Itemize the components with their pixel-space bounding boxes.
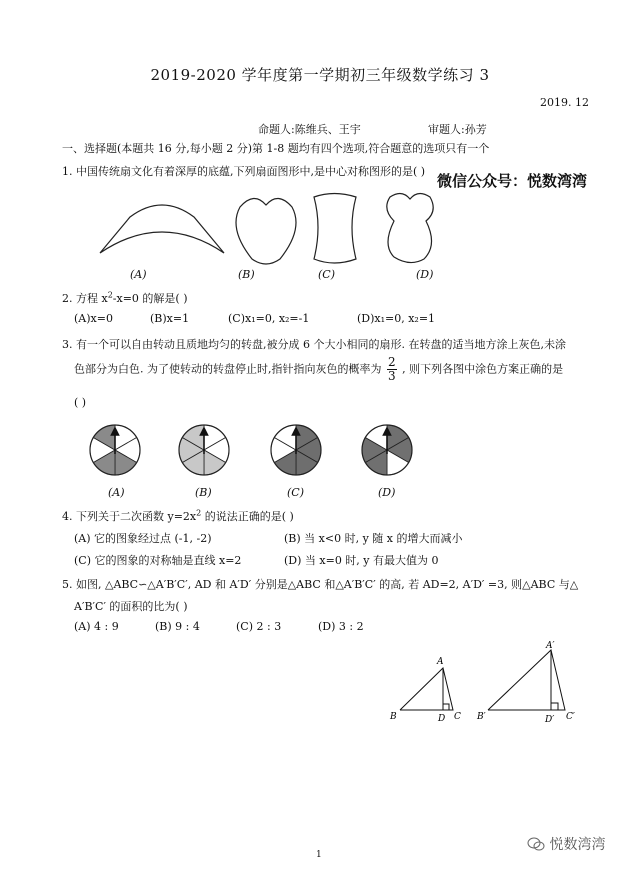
authors: 命题人:陈维兵、王宇 xyxy=(258,123,361,136)
label-a: A xyxy=(437,657,444,667)
q5-triangles-figure xyxy=(385,640,595,730)
q3-line1: 3. 有一个可以自由转动且质地均匀的转盘,被分成 6 个大小相同的扇形. 在转盘的适当地方涂上灰色,未涂 xyxy=(62,338,566,351)
fan-a-shape xyxy=(100,205,224,253)
q5-option-b: (B) 9 : 4 xyxy=(155,620,200,633)
q2-option-c: (C)x₁=0, x₂=-1 xyxy=(228,312,310,325)
label-d-prime: D′ xyxy=(545,715,555,725)
q3-spinners-figure xyxy=(85,418,425,484)
wechat-banner: 微信公众号：悦数湾湾 xyxy=(437,172,588,190)
q3-label-a: (A) xyxy=(108,486,125,499)
q3-label-b: (B) xyxy=(195,486,212,499)
q2-option-b: (B)x=1 xyxy=(150,312,190,325)
watermark-text: 悦数湾湾 xyxy=(549,837,606,853)
spinner-a xyxy=(90,425,140,475)
spinner-c xyxy=(271,425,321,475)
q5-option-a: (A) 4 : 9 xyxy=(74,620,119,633)
q3-line2 xyxy=(74,356,563,383)
triangle-abc-prime xyxy=(488,650,565,710)
label-a-prime: A′ xyxy=(546,641,555,651)
q3-line3: ( ) xyxy=(74,396,87,409)
fan-b-shape xyxy=(236,198,296,264)
q4-stem-a: 4. 下列关于二次函数 y=2x xyxy=(62,510,197,523)
page-number: 1 xyxy=(316,850,322,860)
q2-option-d: (D)x₁=0, x₂=1 xyxy=(357,312,436,325)
q3-frac-den: 3 xyxy=(388,369,396,383)
q4-option-d: (D) 当 x=0 时, y 有最大值为 0 xyxy=(284,554,439,567)
wechat-icon xyxy=(527,837,545,851)
q1-label-d: (D) xyxy=(416,268,434,281)
spinner-b xyxy=(179,425,229,475)
q3-label-d: (D) xyxy=(378,486,396,499)
q1-label-b: (B) xyxy=(238,268,255,281)
q5-option-d: (D) 3 : 2 xyxy=(318,620,364,633)
label-c-prime: C′ xyxy=(566,712,575,722)
q5-option-c: (C) 2 : 3 xyxy=(236,620,282,633)
exam-date: 2019. 12 xyxy=(540,96,589,109)
q2-stem xyxy=(62,290,188,306)
label-c: C xyxy=(454,712,461,722)
q4-option-b: (B) 当 x<0 时, y 随 x 的增大而减小 xyxy=(284,532,463,545)
fan-c-shape xyxy=(314,194,356,264)
q1-text: 1. 中国传统扇文化有着深厚的底蕴,下列扇面图形中,是中心对称图形的是( ) xyxy=(62,165,426,178)
watermark xyxy=(527,834,605,854)
q4-option-c: (C) 它的图象的对称轴是直线 x=2 xyxy=(74,554,242,567)
q2-exponent: 2 xyxy=(107,290,113,300)
page-title: 2019-2020 学年度第一学期初三年级数学练习 3 xyxy=(150,66,490,84)
reviewer: 审题人:孙芳 xyxy=(428,123,487,136)
q3-label-c: (C) xyxy=(287,486,304,499)
spinner-d xyxy=(362,425,412,475)
label-b: B xyxy=(390,712,397,722)
fan-d-shape xyxy=(387,193,433,262)
q3-line2-a: 色部分为白色. 为了使转动的转盘停止时,指针指向灰色的概率为 xyxy=(74,362,382,376)
q5-line1: 5. 如图, △ABC∽△A′B′C′, AD 和 A′D′ 分别是△ABC 和△A′B′C′ 的高, 若 AD=2, A′D′ =3, 则△ABC 与△ xyxy=(62,578,579,591)
q3-fraction xyxy=(387,356,397,383)
q2-stem-b: -x=0 的解是( ) xyxy=(112,292,188,305)
q3-frac-num: 2 xyxy=(388,355,396,369)
triangle-abc xyxy=(400,668,453,710)
q4-stem-b: 的说法正确的是( ) xyxy=(201,510,294,523)
q3-line2-b: , 则下列各图中涂色方案正确的是 xyxy=(402,362,564,376)
label-d: D xyxy=(438,714,446,724)
q4-stem xyxy=(62,508,294,524)
q4-option-a: (A) 它的图象经过点 (-1, -2) xyxy=(74,532,212,545)
q2-option-a: (A)x=0 xyxy=(74,312,113,325)
q1-label-c: (C) xyxy=(318,268,335,281)
q2-stem-a: 2. 方程 x xyxy=(62,292,108,305)
q5-line2: A′B′C′ 的面积的比为( ) xyxy=(74,600,188,613)
section-heading: 一、选择题(本题共 16 分,每小题 2 分)第 1-8 题均有四个选项,符合题意的选项只有一个 xyxy=(62,142,490,155)
q4-exponent: 2 xyxy=(196,508,202,518)
label-b-prime: B′ xyxy=(477,712,486,722)
q1-label-a: (A) xyxy=(130,268,147,281)
